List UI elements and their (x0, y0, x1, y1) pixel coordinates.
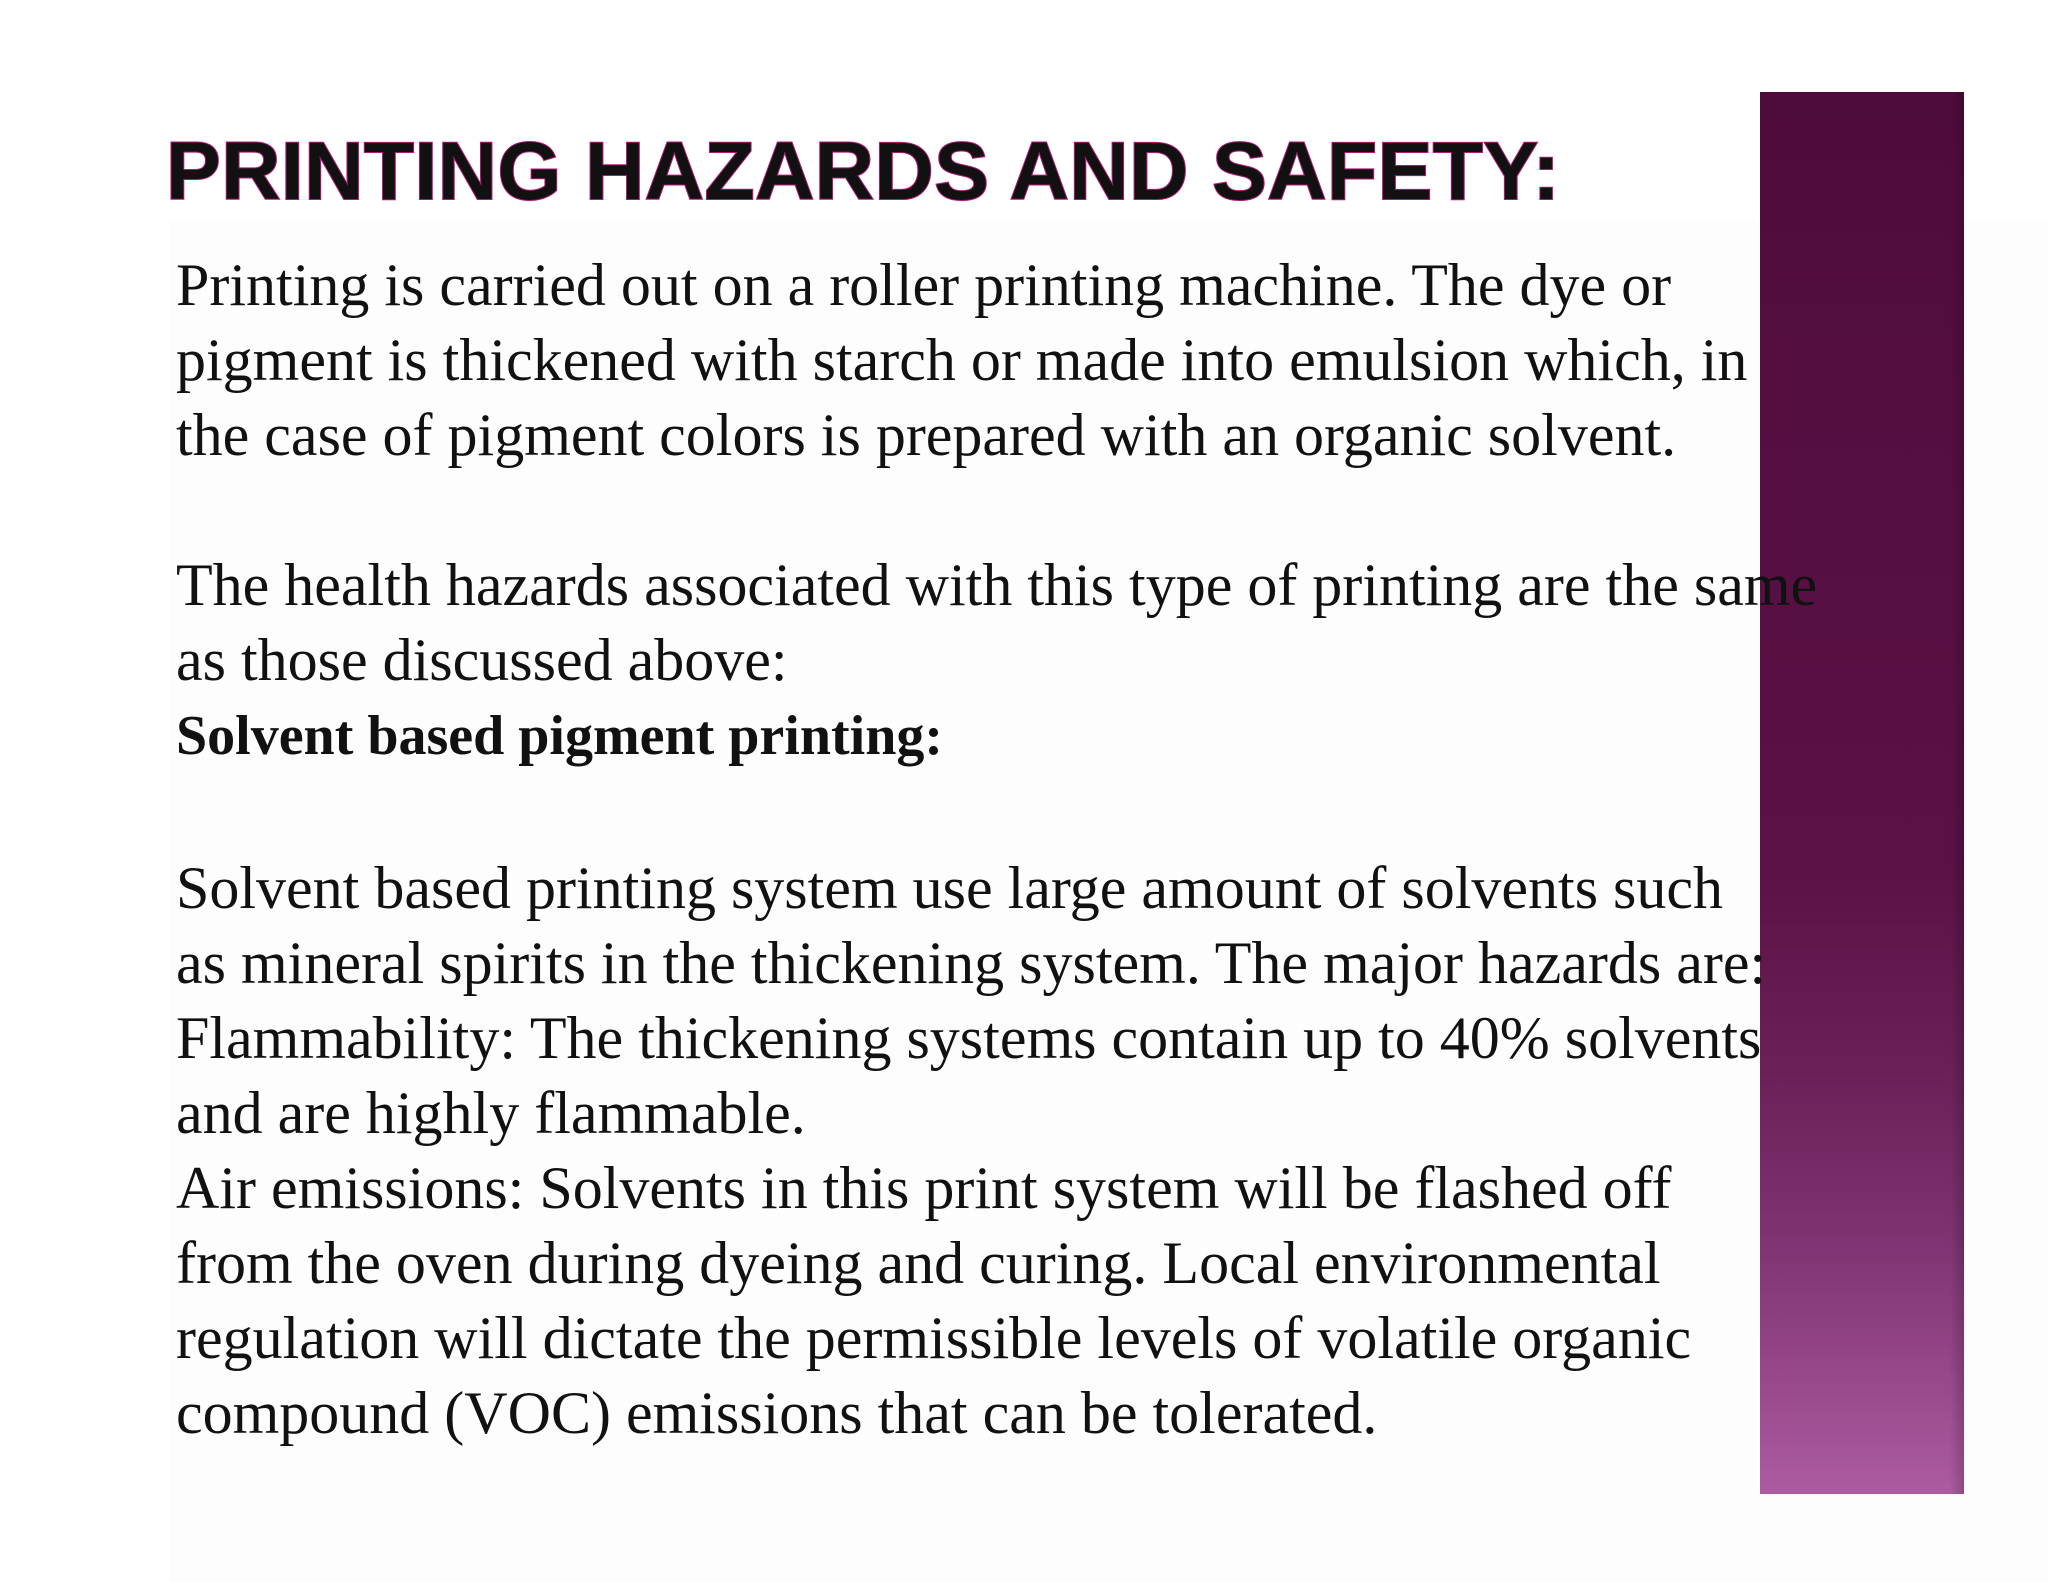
slide-body (176, 248, 2006, 1451)
text-line: pigment is thickened with starch or made into emulsion which, in (176, 327, 1748, 393)
health-paragraph (176, 548, 2006, 698)
text-line: and are highly flammable. (176, 1080, 806, 1146)
text-line: as mineral spirits in the thickening system. The major hazards are: (176, 930, 1767, 996)
slide-title: PRINTING HAZARDS AND SAFETY: (166, 126, 1561, 217)
text-line: Air emissions: Solvents in this print system will be flashed off (176, 1155, 1672, 1221)
text-line: the case of pigment colors is prepared with an organic solvent. (176, 402, 1677, 468)
section-subheading: Solvent based pigment printing: (176, 705, 943, 767)
intro-paragraph (176, 248, 2006, 473)
text-line: The health hazards associated with this type of printing are the same (176, 552, 1818, 618)
paragraph-spacer (176, 473, 2006, 548)
text-line: compound (VOC) emissions that can be tolerated. (176, 1380, 1378, 1446)
text-line: as those discussed above: (176, 627, 788, 693)
text-line: Flammability: The thickening systems contain up to 40% solvents (176, 1005, 1762, 1071)
paragraph-spacer (176, 776, 2006, 851)
text-line: from the oven during dyeing and curing. Local environmental (176, 1230, 1661, 1296)
text-line: regulation will dictate the permissible levels of volatile organic (176, 1305, 1692, 1371)
text-line: Printing is carried out on a roller printing machine. The dye or (176, 252, 1672, 318)
solvent-paragraph (176, 851, 2006, 1451)
text-line: Solvent based printing system use large amount of solvents such (176, 855, 1724, 921)
